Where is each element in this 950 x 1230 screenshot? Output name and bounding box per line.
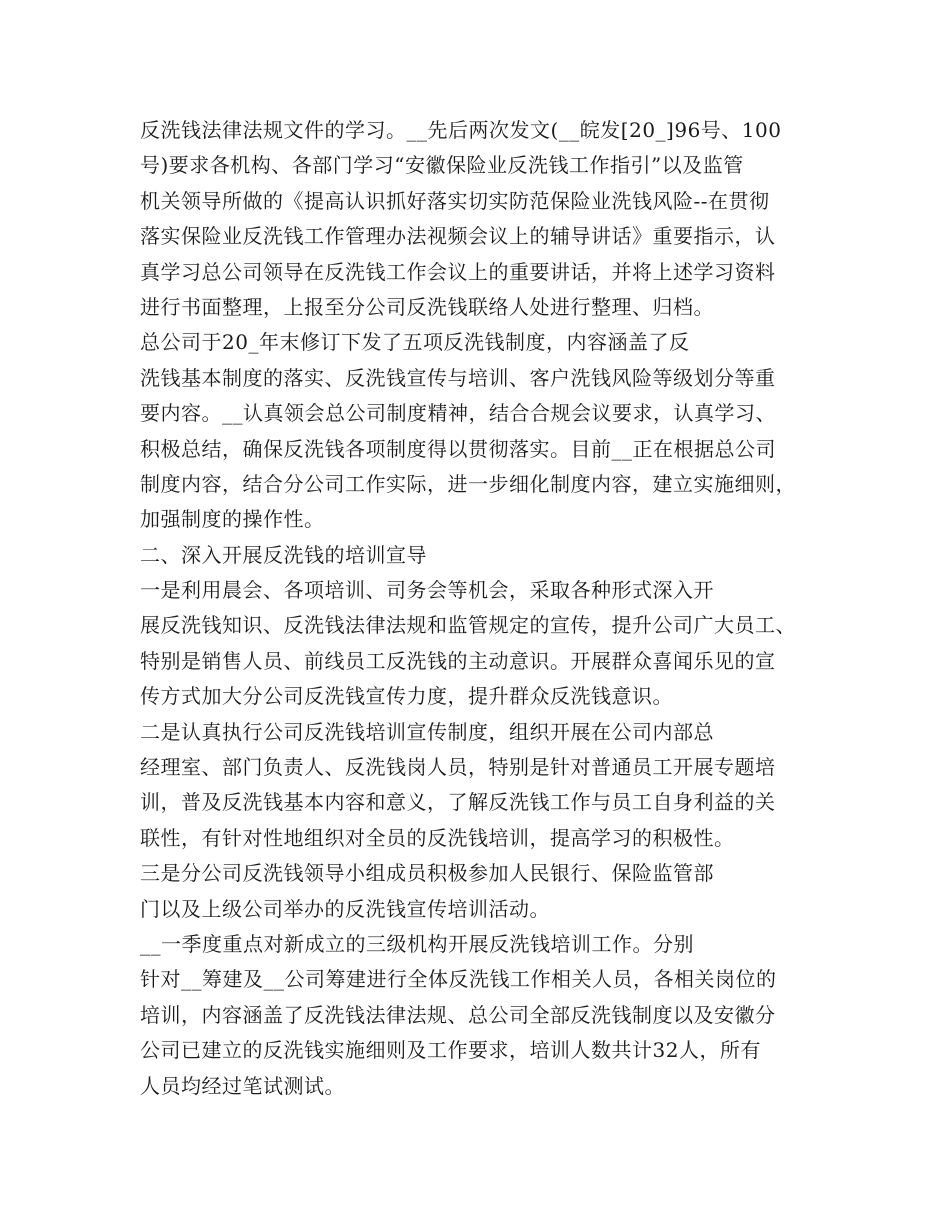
- text-line-19: 经理室、部门负责人、反洗钱岗人员，特别是针对普通员工开展专题培: [140, 755, 776, 780]
- text-line-26: 培训，内容涵盖了反洗钱法律法规、总公司全部反洗钱制度以及安徽分: [140, 1002, 776, 1027]
- text-line-18: 二是认真执行公司反洗钱培训宣传制度，组织开展在公司内部总: [140, 719, 714, 744]
- text-line-27: 公司已建立的反洗钱实施细则及工作要求，培训人数共计32人，所有: [140, 1038, 761, 1063]
- text-line-9: 要内容。__认真领会总公司制度精神，结合合规会议要求，认真学习、: [140, 401, 776, 426]
- text-line-23: 门以及上级公司举办的反洗钱宣传培训活动。: [140, 896, 550, 921]
- text-line-25: 针对__筹建及__公司筹建进行全体反洗钱工作相关人员，各相关岗位的: [140, 967, 777, 992]
- text-line-24: __一季度重点对新成立的三级机构开展反洗钱培训工作。分别: [140, 931, 694, 956]
- document-body: [140, 113, 820, 1104]
- text-line-22: 三是分公司反洗钱领导小组成员积极参加人民银行、保险监管部: [140, 861, 714, 886]
- text-line-11: 制度内容，结合分公司工作实际，进一步细化制度内容，建立实施细则，: [140, 471, 796, 496]
- text-line-6: 进行书面整理，上报至分公司反洗钱联络人处进行整理、归档。: [140, 294, 714, 319]
- section-heading: 二、深入开展反洗钱的培训宣导: [140, 542, 427, 567]
- text-line-10: 积极总结，确保反洗钱各项制度得以贯彻落实。目前__正在根据总公司: [140, 436, 776, 461]
- text-line-3: 机关领导所做的《提高认识抓好落实切实防范保险业洗钱风险--在贯彻: [140, 188, 770, 213]
- text-line-2: 号)要求各机构、各部门学习“安徽保险业反洗钱工作指引”以及监管: [140, 153, 744, 178]
- text-line-14: 一是利用晨会、各项培训、司务会等机会，采取各种形式深入开: [140, 578, 714, 603]
- text-line-16: 特别是销售人员、前线员工反洗钱的主动意识。开展群众喜闻乐见的宣: [140, 648, 776, 673]
- text-line-5: 真学习总公司领导在反洗钱工作会议上的重要讲话，并将上述学习资料: [140, 259, 776, 284]
- text-line-12: 加强制度的操作性。: [140, 507, 325, 532]
- text-line-15: 展反洗钱知识、反洗钱法律法规和监管规定的宣传，提升公司广大员工、: [140, 613, 796, 638]
- text-line-1: 反洗钱法律法规文件的学习。__先后两次发文(__皖发[20_]96号、100: [140, 118, 782, 142]
- text-line-7: 总公司于20_年末修订下发了五项反洗钱制度，内容涵盖了反: [140, 330, 690, 355]
- text-line-20: 训，普及反洗钱基本内容和意义，了解反洗钱工作与员工自身利益的关: [140, 790, 776, 815]
- text-line-8: 洗钱基本制度的落实、反洗钱宣传与培训、客户洗钱风险等级划分等重: [140, 365, 776, 390]
- text-line-21: 联性，有针对性地组织对全员的反洗钱培训，提高学习的积极性。: [140, 825, 735, 850]
- text-line-17: 传方式加大分公司反洗钱宣传力度，提升群众反洗钱意识。: [140, 684, 673, 709]
- text-line-4: 落实保险业反洗钱工作管理办法视频会议上的辅导讲话》重要指示，认: [140, 224, 776, 249]
- text-line-28: 人员均经过笔试测试。: [140, 1073, 345, 1098]
